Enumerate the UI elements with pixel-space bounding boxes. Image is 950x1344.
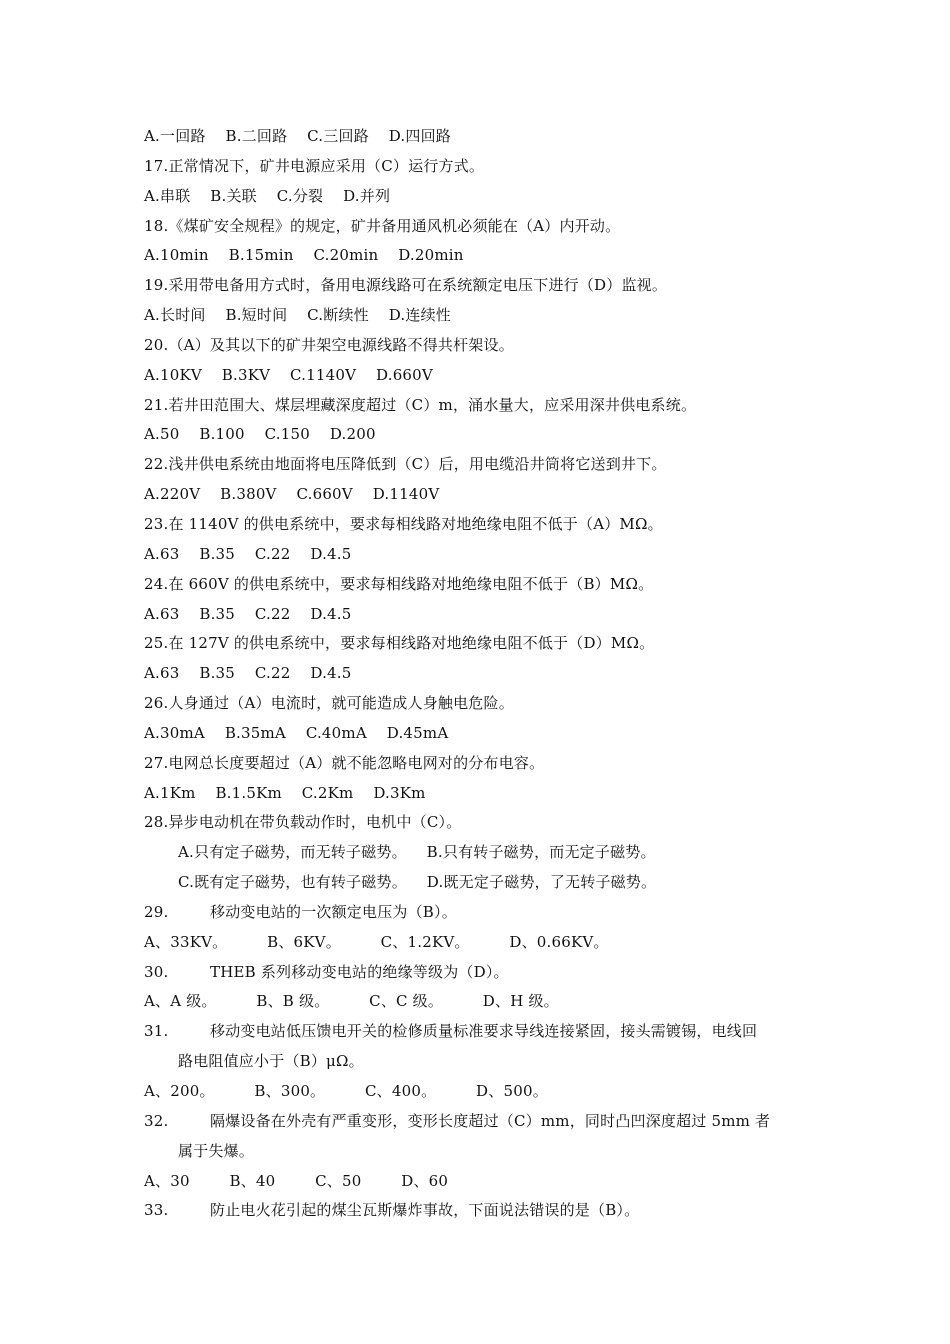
question-number: 33. bbox=[144, 1201, 169, 1220]
question-23: 23.在 1140V 的供电系统中，要求每相线路对地绝缘电阻不低于（A）MΩ。 bbox=[144, 514, 663, 533]
question-number: 32. bbox=[144, 1111, 169, 1130]
options-line: A、200。 B、300。 C、400。 D、500。 bbox=[144, 1082, 548, 1100]
question-text: 隔爆设备在外壳有严重变形，变形长度超过（C）mm，同时凸凹深度超过 5mm 者 bbox=[210, 1111, 771, 1130]
question-text: 移动变电站低压馈电开关的检修质量标准要求导线连接紧固，接头需镀锡，电线回 bbox=[210, 1022, 758, 1041]
question-20: 20.（A）及其以下的矿井架空电源线路不得共杆架设。 bbox=[144, 335, 514, 354]
options-line: A.一回路 B.二回路 C.三回路 D.四回路 bbox=[144, 127, 451, 145]
options-line: A.50 B.100 C.150 D.200 bbox=[144, 425, 376, 444]
question-17: 17.正常情况下，矿井电源应采用（C）运行方式。 bbox=[144, 156, 485, 175]
question-text: 移动变电站的一次额定电压为（B）。 bbox=[210, 902, 457, 921]
question-31-continuation: 路电阻值应小于（B）μΩ。 bbox=[178, 1052, 364, 1071]
question-number: 31. bbox=[144, 1022, 169, 1041]
question-32 bbox=[144, 1107, 814, 1137]
question-25: 25.在 127V 的供电系统中，要求每相线路对地绝缘电阻不低于（D）MΩ。 bbox=[144, 634, 655, 653]
options-line: A、33KV。 B、6KV。 C、1.2KV。 D、0.66KV。 bbox=[144, 932, 609, 951]
options-line: A、A 级。 B、B 级。 C、C 级。 D、H 级。 bbox=[144, 992, 559, 1011]
question-27: 27.电网总长度要超过（A）就不能忽略电网对的分布电容。 bbox=[144, 753, 545, 772]
question-33 bbox=[144, 1196, 814, 1226]
options-line: A.串联 B.关联 C.分裂 D.并列 bbox=[144, 186, 391, 205]
options-line: A.30mA B.35mA C.40mA D.45mA bbox=[144, 723, 449, 742]
question-19: 19.采用带电备用方式时，备用电源线路可在系统额定电压下进行（D）监视。 bbox=[144, 276, 668, 295]
options-line: A.10min B.15min C.20min D.20min bbox=[144, 246, 464, 265]
options-line-indented: A.只有定子磁势，而无转子磁势。 B.只有转子磁势，而无定子磁势。 bbox=[178, 843, 656, 862]
options-line-indented: C.既有定子磁势，也有转子磁势。 D.既无定子磁势，了无转子磁势。 bbox=[178, 873, 657, 892]
question-text: 防止电火花引起的煤尘瓦斯爆炸事故，下面说法错误的是（B）。 bbox=[210, 1201, 640, 1220]
question-22: 22.浅井供电系统由地面将电压降低到（C）后，用电缆沿井筒将它送到井下。 bbox=[144, 455, 667, 474]
options-line: A.10KV B.3KV C.1140V D.660V bbox=[144, 365, 433, 384]
question-31 bbox=[144, 1017, 814, 1047]
options-line: A.长时间 B.短时间 C.断续性 D.连续性 bbox=[144, 306, 451, 325]
question-18: 18.《煤矿安全规程》的规定，矿井备用通风机必须能在（A）内开动。 bbox=[144, 216, 621, 235]
question-number: 30. bbox=[144, 962, 169, 981]
question-29 bbox=[144, 898, 814, 928]
options-line: A、30 B、40 C、50 D、60 bbox=[144, 1171, 449, 1190]
question-number: 29. bbox=[144, 902, 169, 921]
options-line: A.63 B.35 C.22 D.4.5 bbox=[144, 544, 352, 563]
question-30 bbox=[144, 958, 814, 988]
options-line: A.1Km B.1.5Km C.2Km D.3Km bbox=[144, 783, 426, 802]
question-32-continuation: 属于失爆。 bbox=[178, 1141, 255, 1160]
options-line: A.220V B.380V C.660V D.1140V bbox=[144, 485, 440, 504]
options-line: A.63 B.35 C.22 D.4.5 bbox=[144, 664, 352, 683]
question-24: 24.在 660V 的供电系统中，要求每相线路对地绝缘电阻不低于（B）MΩ。 bbox=[144, 574, 654, 593]
question-28: 28.异步电动机在带负载动作时，电机中（C）。 bbox=[144, 813, 462, 832]
question-list bbox=[144, 122, 814, 1226]
options-line: A.63 B.35 C.22 D.4.5 bbox=[144, 604, 352, 623]
question-text: THEB 系列移动变电站的绝缘等级为（D）。 bbox=[210, 962, 509, 981]
question-26: 26.人身通过（A）电流时，就可能造成人身触电危险。 bbox=[144, 694, 514, 713]
question-21: 21.若井田范围大、煤层埋藏深度超过（C）m，涌水量大，应采用深井供电系统。 bbox=[144, 395, 697, 414]
